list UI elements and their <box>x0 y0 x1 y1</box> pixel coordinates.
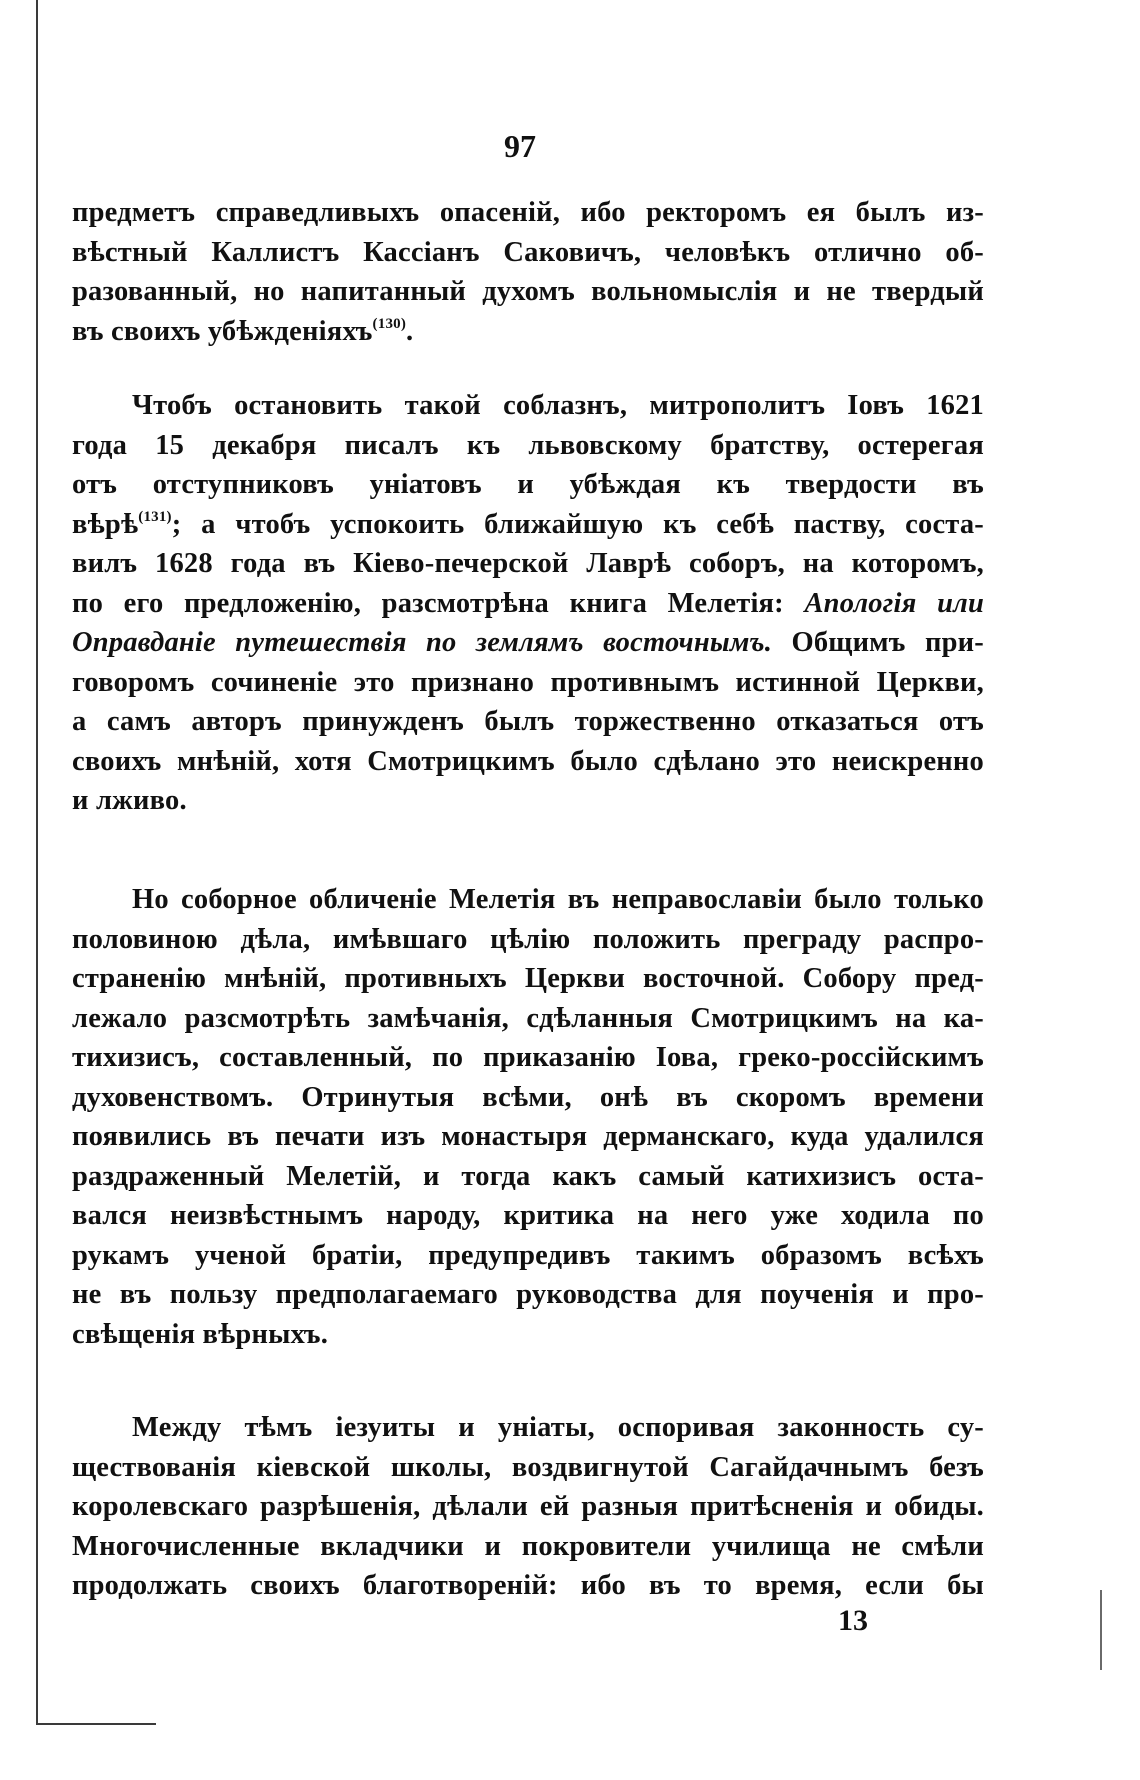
text-fragment: ; а чтобъ успокоить ближайшую къ себѣ паству, соста- <box>171 508 984 540</box>
text-line: духовенствомъ. Отринутыя всѣми, онѣ въ скоромъ времени <box>72 1081 984 1113</box>
text-fragment: Общимъ при- <box>772 627 984 658</box>
text-line: отъ отступниковъ уніатовъ и убѣждая къ твердости въ <box>72 469 984 500</box>
text-fragment: вѣрѣ <box>72 508 139 540</box>
paragraph-1 <box>72 193 984 351</box>
text-line: разованный, но напитанный духомъ вольномыслія и не твердый <box>72 276 984 307</box>
text-line: раздраженный Мелетій, и тогда какъ самый катихизисъ оста- <box>72 1160 984 1192</box>
scan-edge-left <box>36 0 38 1725</box>
text-line: Между тѣмъ іезуиты и уніаты, оспоривая законность су- <box>132 1412 984 1443</box>
text-line: года 15 декабря писалъ къ львовскому братству, остерегая <box>72 429 984 461</box>
footnote-ref: (131) <box>138 508 172 525</box>
text-line: тихизисъ, составленный, по приказанію Іова, греко-россійскимъ <box>72 1042 984 1073</box>
text-line <box>72 505 984 545</box>
paragraph-2 <box>72 386 984 821</box>
text-line: и лживо. <box>72 785 187 816</box>
text-fragment: въ своихъ убѣжденіяхъ <box>72 315 373 347</box>
text-line: продолжать своихъ благотвореній: ибо въ то время, если бы <box>72 1570 984 1601</box>
text-line: вался неизвѣстнымъ народу, критика на него уже ходила по <box>72 1200 984 1231</box>
text-line: Чтобъ остановить такой соблазнъ, митрополитъ Іовъ 1621 <box>132 390 984 421</box>
scan-edge-right <box>1100 1590 1102 1670</box>
text-line: королевскаго разрѣшенія, дѣлали ей разныя притѣсненія и обиды. <box>72 1491 984 1522</box>
text-line <box>72 623 984 663</box>
paragraph-4 <box>72 1408 984 1606</box>
text-line <box>72 312 984 352</box>
text-line: а самъ авторъ принужденъ былъ торжественно отказаться отъ <box>72 706 984 737</box>
footnote-ref: (130) <box>372 315 407 332</box>
text-line: предметъ справедливыхъ опасеній, ибо ректоромъ ея былъ из- <box>72 197 984 228</box>
text-fragment: . <box>406 315 414 347</box>
text-line: половиною дѣла, имѣвшаго цѣлію положить преграду распро- <box>72 923 984 955</box>
text-line: Но соборное обличеніе Мелетія въ неправославіи было только <box>132 884 984 915</box>
signature-mark: 13 <box>838 1604 868 1637</box>
text-line: не въ пользу предполагаемаго руководства для поученія и про- <box>72 1279 984 1310</box>
page-number: 97 <box>504 128 536 164</box>
text-line: страненію мнѣній, противныхъ Церкви восточной. Собору пред- <box>72 963 984 994</box>
text-line: появились въ печати изъ монастыря дерманскаго, куда удалился <box>72 1121 984 1152</box>
text-line: Многочисленные вкладчики и покровители училища не смѣли <box>72 1530 984 1562</box>
book-title-italic: Оправданіе путешествія по землямъ восточнымъ. <box>72 627 773 658</box>
text-line: лежало разсмотрѣть замѣчанія, сдѣланныя Смотрицкимъ на ка- <box>72 1002 984 1034</box>
text-line: рукамъ ученой братіи, предупредивъ такимъ образомъ всѣхъ <box>72 1239 984 1271</box>
text-line: ществованія кіевской школы, воздвигнутой Сагайдачнымъ безъ <box>72 1451 984 1483</box>
text-line: говоромъ сочиненіе это признано противнымъ истинной Церкви, <box>72 666 984 698</box>
text-line <box>72 584 984 624</box>
book-title-italic: Апологія или <box>804 587 984 619</box>
text-line: вилъ 1628 года въ Кіево-печерской Лаврѣ соборъ, на которомъ, <box>72 548 984 579</box>
text-line: вѣстный Каллистъ Кассіанъ Саковичъ, человѣкъ отлично об- <box>72 236 984 268</box>
text-line: своихъ мнѣній, хотя Смотрицкимъ было сдѣлано это неискренно <box>72 745 984 777</box>
paragraph-3 <box>72 880 984 1354</box>
text-fragment: по его предложенію, разсмотрѣна книга Мелетія: <box>72 587 805 619</box>
scan-edge-bottom <box>36 1723 156 1725</box>
text-line: свѣщенія вѣрныхъ. <box>72 1318 329 1350</box>
